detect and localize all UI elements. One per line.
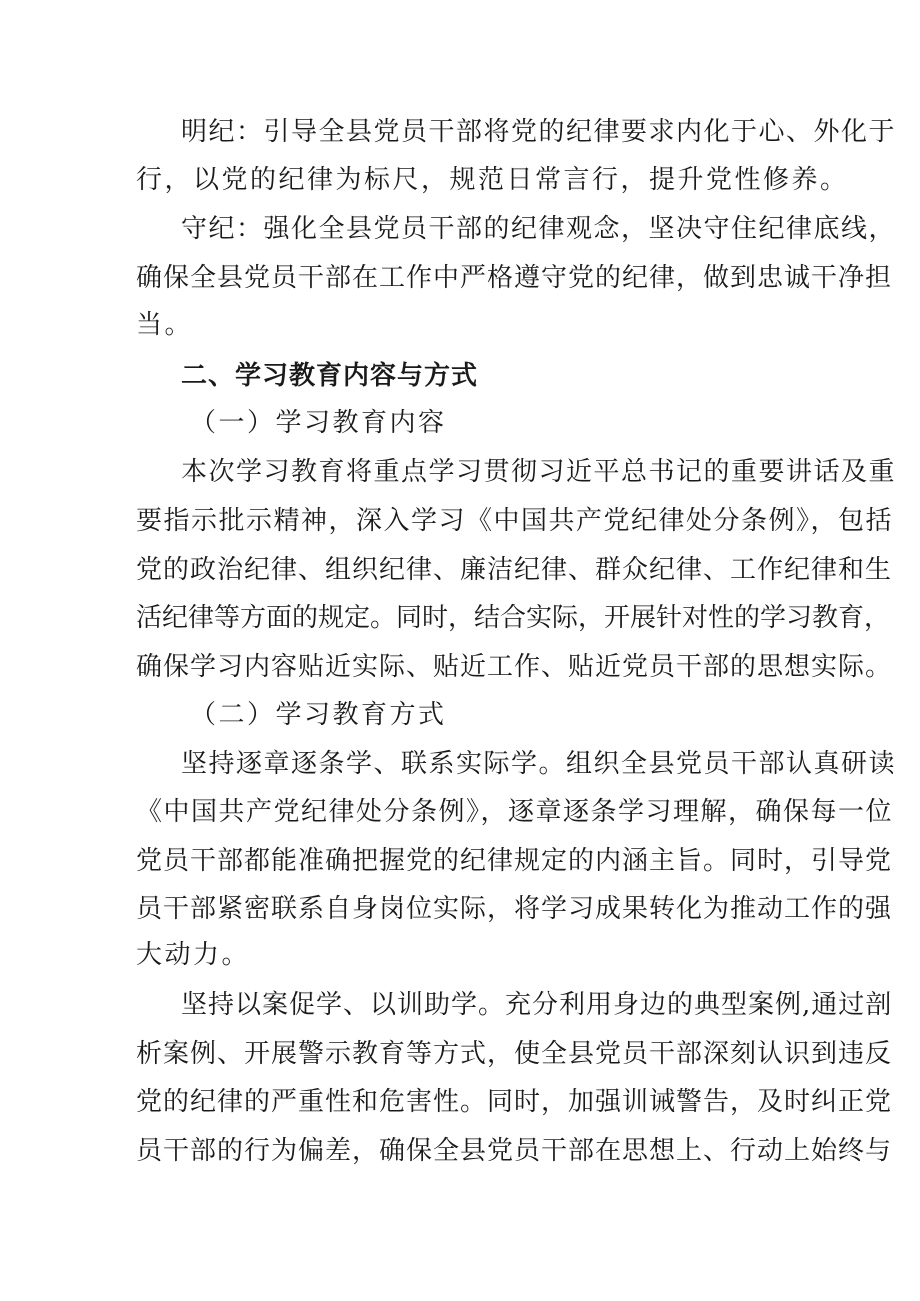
text-line: 《中国共产党纪律处分条例》，逐章逐条学习理解，确保每一位 bbox=[136, 797, 894, 827]
text-line: 党的纪律的严重性和危害性。同时，加强训诫警告，及时纠正党 bbox=[136, 1087, 893, 1117]
text-line: 行，以党的纪律为标尺，规范日常言行，提升党性修养。 bbox=[136, 165, 849, 195]
text-line: 本次学习教育将重点学习贯彻习近平总书记的重要讲话及重 bbox=[181, 457, 897, 487]
text-line: 坚持以案促学、以训助学。充分利用身边的典型案例,通过剖 bbox=[181, 990, 893, 1020]
text-line: 确保全县党员干部在工作中严格遵守党的纪律，做到忠诚干净担 bbox=[136, 263, 893, 293]
text-line: 析案例、开展警示教育等方式，使全县党员干部深刻认识到违反 bbox=[136, 1039, 893, 1069]
text-line: 坚持逐章逐条学、联系实际学。组织全县党员干部认真研读 bbox=[181, 749, 897, 779]
subsection-heading: （一）学习教育内容 bbox=[190, 408, 447, 438]
text-line: 活纪律等方面的规定。同时，结合实际，开展针对性的学习教育， bbox=[136, 603, 891, 633]
text-line: 明纪：引导全县党员干部将党的纪律要求内化于心、外化于 bbox=[181, 117, 897, 147]
text-line: 党的政治纪律、组织纪律、廉洁纪律、群众纪律、工作纪律和生 bbox=[136, 555, 893, 585]
text-line: 要指示批示精神，深入学习《中国共产党纪律处分条例》，包括 bbox=[136, 506, 894, 536]
text-line: 当。 bbox=[136, 310, 194, 340]
text-line: 大动力。 bbox=[136, 940, 251, 970]
section-heading: 二、学习教育内容与方式 bbox=[181, 361, 479, 391]
text-line: 员干部的行为偏差，确保全县党员干部在思想上、行动上始终与 bbox=[136, 1136, 893, 1166]
text-line: 确保学习内容贴近实际、贴近工作、贴近党员干部的思想实际。 bbox=[136, 652, 893, 682]
text-line: 守纪：强化全县党员干部的纪律观念，坚决守住纪律底线， bbox=[181, 214, 897, 244]
text-line: 党员干部都能准确把握党的纪律规定的内涵主旨。同时，引导党 bbox=[136, 846, 893, 876]
text-line: 员干部紧密联系自身岗位实际，将学习成果转化为推动工作的强 bbox=[136, 894, 893, 924]
subsection-heading: （二）学习教育方式 bbox=[190, 700, 447, 730]
